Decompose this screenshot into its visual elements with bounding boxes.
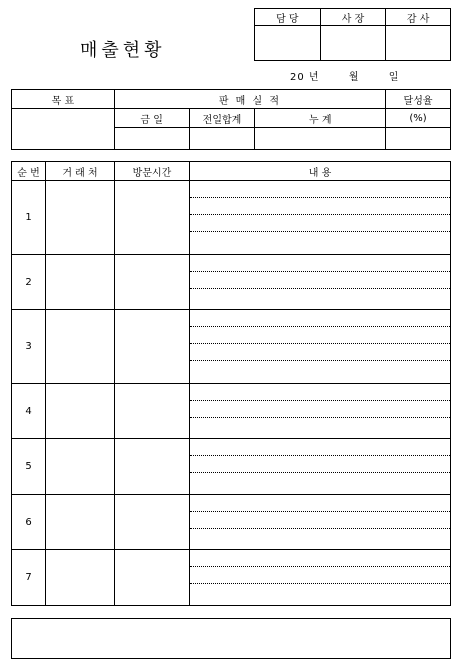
content-line: [190, 401, 450, 418]
header-content: 내 용: [190, 162, 451, 181]
table-row: [12, 255, 451, 310]
content-line: [190, 495, 450, 512]
achievement-rate-value-cell[interactable]: [386, 128, 451, 150]
header-no: 순 번: [12, 162, 46, 181]
visit-time-cell[interactable]: [115, 550, 190, 606]
row-number: 1: [12, 181, 46, 255]
visit-time-cell[interactable]: [115, 495, 190, 550]
cumulative-label: 누 계: [255, 109, 386, 128]
content-cell[interactable]: [190, 181, 451, 255]
approval-table: [254, 8, 451, 61]
content-line: [190, 456, 450, 473]
content-cell[interactable]: [190, 384, 451, 439]
client-cell[interactable]: [46, 310, 115, 384]
row-number: 5: [12, 439, 46, 495]
content-cell[interactable]: [190, 495, 451, 550]
content-line: [190, 272, 450, 289]
content-line: [190, 567, 450, 584]
table-row: [12, 384, 451, 439]
summary-table: [11, 89, 451, 150]
table-row: [12, 495, 451, 550]
visit-time-cell[interactable]: [115, 181, 190, 255]
content-line: [190, 512, 450, 529]
approval-sign-manager[interactable]: [255, 26, 321, 61]
client-cell[interactable]: [46, 550, 115, 606]
sales-performance-label: 판 매 실 적: [114, 90, 385, 109]
table-row: [12, 181, 451, 255]
content-line: [190, 439, 450, 456]
row-number: 4: [12, 384, 46, 439]
client-cell[interactable]: [46, 384, 115, 439]
today-value-cell[interactable]: [114, 128, 189, 150]
previous-day-total-value-cell[interactable]: [189, 128, 255, 150]
visit-time-cell[interactable]: [115, 439, 190, 495]
header-visit-time: 방문시간: [115, 162, 190, 181]
client-cell[interactable]: [46, 181, 115, 255]
content-cell[interactable]: [190, 439, 451, 495]
notes-box[interactable]: [11, 618, 451, 659]
approval-header-auditor: 감 사: [386, 9, 451, 26]
previous-day-total-label: 전일합계: [189, 109, 255, 128]
row-number: 3: [12, 310, 46, 384]
content-line: [190, 310, 450, 327]
achievement-rate-label: 달성율: [386, 90, 451, 109]
goal-label: 목 표: [12, 90, 115, 109]
content-line: [190, 344, 450, 361]
content-line: [190, 550, 450, 567]
document-title: 매출현황: [80, 40, 166, 61]
content-line: [190, 198, 450, 215]
content-cell[interactable]: [190, 550, 451, 606]
row-number: 7: [12, 550, 46, 606]
date-line: 20 년 월 일: [290, 72, 400, 83]
goal-value-cell[interactable]: [12, 109, 115, 150]
approval-header-president: 사 장: [320, 9, 386, 26]
row-number: 2: [12, 255, 46, 310]
approval-sign-president[interactable]: [320, 26, 386, 61]
content-line: [190, 215, 450, 232]
row-number: 6: [12, 495, 46, 550]
content-cell[interactable]: [190, 255, 451, 310]
content-cell[interactable]: [190, 310, 451, 384]
table-row: [12, 310, 451, 384]
table-row: [12, 439, 451, 495]
content-line: [190, 384, 450, 401]
content-line: [190, 255, 450, 272]
visit-time-cell[interactable]: [115, 255, 190, 310]
approval-sign-auditor[interactable]: [386, 26, 451, 61]
approval-header-manager: 담 당: [255, 9, 321, 26]
client-cell[interactable]: [46, 255, 115, 310]
client-cell[interactable]: [46, 439, 115, 495]
visit-time-cell[interactable]: [115, 384, 190, 439]
today-label: 금 일: [114, 109, 189, 128]
visit-time-cell[interactable]: [115, 310, 190, 384]
client-cell[interactable]: [46, 495, 115, 550]
table-row: [12, 550, 451, 606]
header-client: 거 래 처: [46, 162, 115, 181]
content-line: [190, 181, 450, 198]
percent-label: (%): [386, 109, 451, 128]
activity-log-table: [11, 161, 451, 606]
cumulative-value-cell[interactable]: [255, 128, 386, 150]
content-line: [190, 327, 450, 344]
